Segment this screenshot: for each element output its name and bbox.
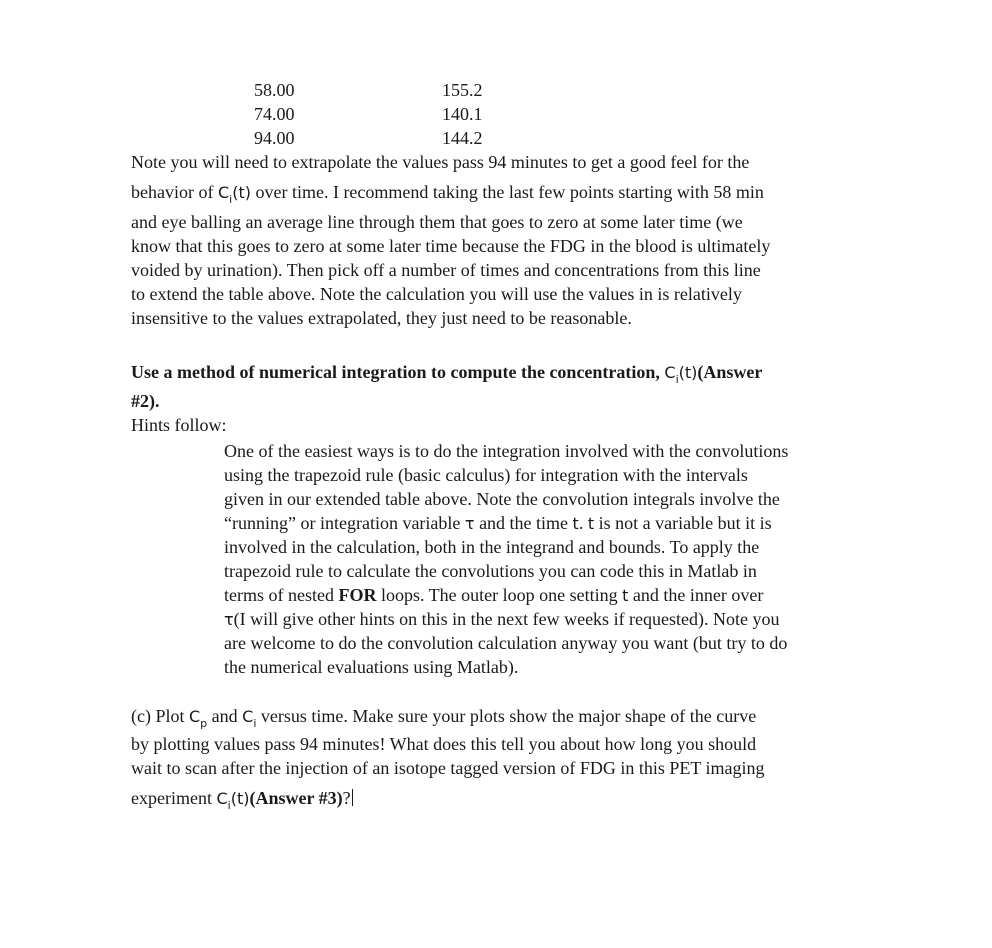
text-line: by plotting values pass 94 minutes! What does this tell you about how long you should [131,734,757,754]
text-line: and eye balling an average line through them that goes to zero at some later time (we [131,212,743,232]
text-line: insensitive to the values extrapolated, they just need to be reasonable. [131,308,632,328]
text-line: One of the easiest ways is to do the integration involved with the convolutions [224,441,789,461]
table-cell-time: 94.00 [254,128,295,148]
text-line: “running” or integration variable τ and the time t. t is not a variable but it is [224,513,772,533]
text-line: trapezoid rule to calculate the convolutions you can code this in Matlab in [224,561,757,581]
hints-title: Hints follow: [131,415,227,435]
text-cursor [352,789,353,806]
text-line: Note you will need to extrapolate the values pass 94 minutes to get a good feel for the [131,152,750,172]
text-line: know that this goes to zero at some later time because the FDG in the blood is ultimately [131,236,771,256]
text-line: wait to scan after the injection of an isotope tagged version of FDG in this PET imaging [131,758,765,778]
text-line: terms of nested FOR loops. The outer loop one setting t and the inner over [224,585,764,605]
text-line: experiment $C_i(t)(Answer$ #3)? [131,788,351,812]
text-line: voided by urination). Then pick off a number of times and concentrations from this line [131,260,761,280]
text-line: the numerical evaluations using Matlab). [224,657,519,677]
question-heading: Use a method of numerical integration to compute the concentration, $C_i(t)(Answer$ [131,362,763,386]
table-cell-time: 58.00 [254,80,295,100]
text-line: to extend the table above. Note the calculation you will use the values in is relatively [131,284,742,304]
text-line: (c) Plot $C_p$ and $C_i$ versus time. Make sure your plots show the major shape of the curve [131,706,757,730]
text-line: given in our extended table above. Note the convolution integrals involve the [224,489,780,509]
text-line: involved in the calculation, both in the integrand and bounds. To apply the [224,537,760,557]
table-cell-time: 74.00 [254,104,295,124]
table-cell-value: 140.1 [442,104,483,124]
text-line: behavior of $C_i(t)$ over time. I recommend taking the last few points starting with 58 min [131,182,764,206]
text-line: are welcome to do the convolution calculation anyway you want (but try to do [224,633,788,653]
text-line: τ(I will give other hints on this in the next few weeks if requested). Note you [224,609,780,629]
table-cell-value: 144.2 [442,128,483,148]
question-heading-cont: #2). [131,391,160,411]
table-cell-value: 155.2 [442,80,483,100]
text-line: using the trapezoid rule (basic calculus) for integration with the intervals [224,465,748,485]
